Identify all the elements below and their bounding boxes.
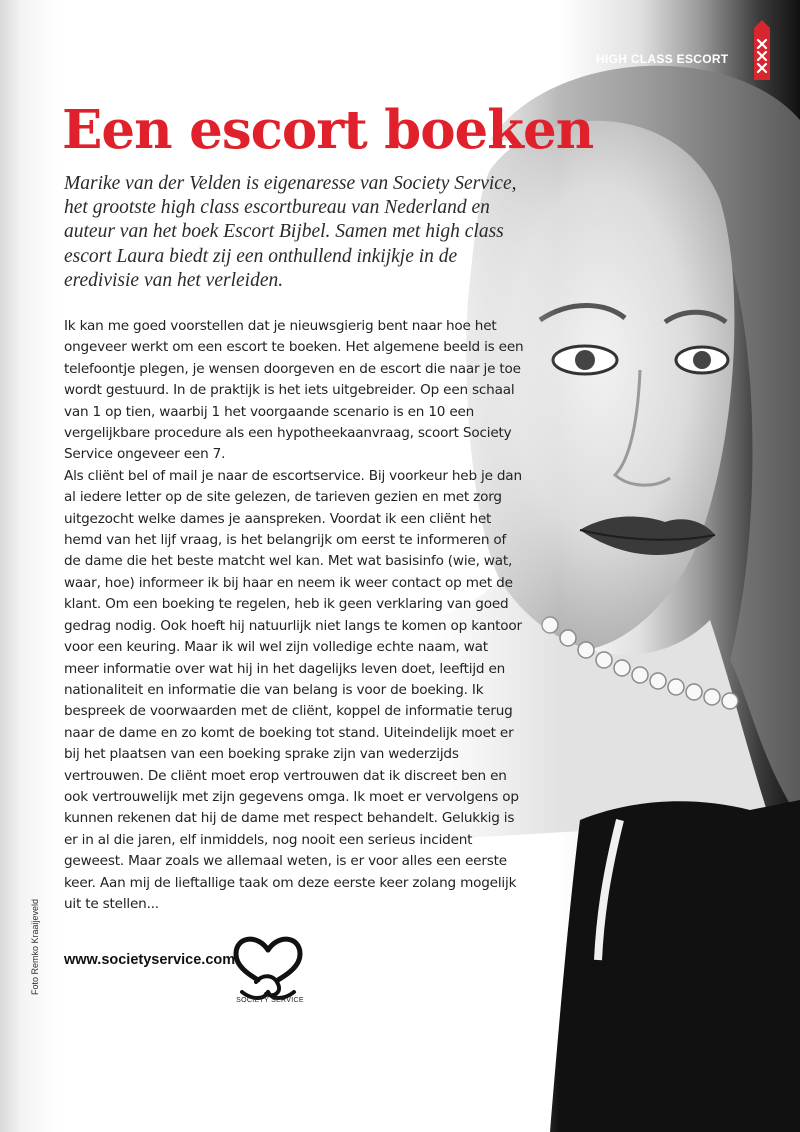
article-body bbox=[64, 316, 524, 915]
article-title: Een escort boeken bbox=[62, 99, 594, 161]
body-paragraph: Als cliënt bel of mail je naar de escortservice. Bij voorkeur heb je dan al iedere letter op de site gelezen, de tarieven gezien en met zorg uitgezocht welke dames je aanspreken. Voordat ik een cliënt het hemd van het lijf vraag, is het belangrijk om eerst te informeren of de dame die het beste matcht wel kan. Met wat basisinfo (wie, wat, waar, hoe) informeer ik bij haar en neem ik weer contact op met de klant. Om een boeking te regelen, heb ik geen verklaring van goed gedrag nodig. Ook hoeft hij natuurlijk niet langs te komen op kantoor voor een keuring. Maar ik wil wel zijn volledige echte naam, wat meer informatie over wat hij in het dagelijks leven doet, leeftijd en nationaliteit en informatie die van belang is voor de boeking. Ik bespreek de voorwaarden met de cliënt, koppel de informatie terug naar de dame en zo komt de boeking tot stand. Uiteindelijk moet er bij het plaatsen van een boeking sprake zijn van wederzijds vertrouwen. De cliënt moet erop vertrouwen dat ik discreet ben en ook vertrouwelijk met zijn gegevens omga. Ik moet er vervolgens op kunnen rekenen dat hij de dame met respect behandelt. Gelukkig is er in al die jaren, elf inmiddels, nog nooit een serieus incident geweest. Maar zoals we allemaal weten, is er voor alles een eerste keer. Aan mij de lieftallige taak om deze eerste keer zolang mogelijk uit te stellen... bbox=[64, 467, 522, 912]
xxx-amsterdam-icon bbox=[752, 20, 772, 80]
logo-caption: SOCIETY SERVICE bbox=[236, 997, 304, 1004]
website-link[interactable]: www.societyservice.com bbox=[64, 952, 236, 968]
section-label: HIGH CLASS ESCORT bbox=[596, 52, 729, 66]
article-intro: Marike van der Velden is eigenaresse van Society Service, het grootste high class escortbureau van Nederland en auteur van het boek Escort Bijbel. Samen met high class escort Laura biedt zij een onthullend inkijkje in de eredivisie van het verleiden. bbox=[64, 173, 517, 291]
body-paragraph: Ik kan me goed voorstellen dat je nieuwsgierig bent naar hoe het ongeveer werkt om een escort te boeken. Het algemene beeld is een telefoontje plegen, je wensen doorgeven en de escort die naar je toe wordt gestuurd. In de praktijk is het iets uitgebreider. Op een schaal van 1 op tien, waarbij 1 het voorgaande scenario is en 10 een vergelijkbare procedure als een hypotheekaanvraag, scoort Society Service ongeveer een 7. bbox=[64, 318, 524, 463]
photo-credit: Foto Remko Kraaijeveld bbox=[30, 898, 40, 995]
